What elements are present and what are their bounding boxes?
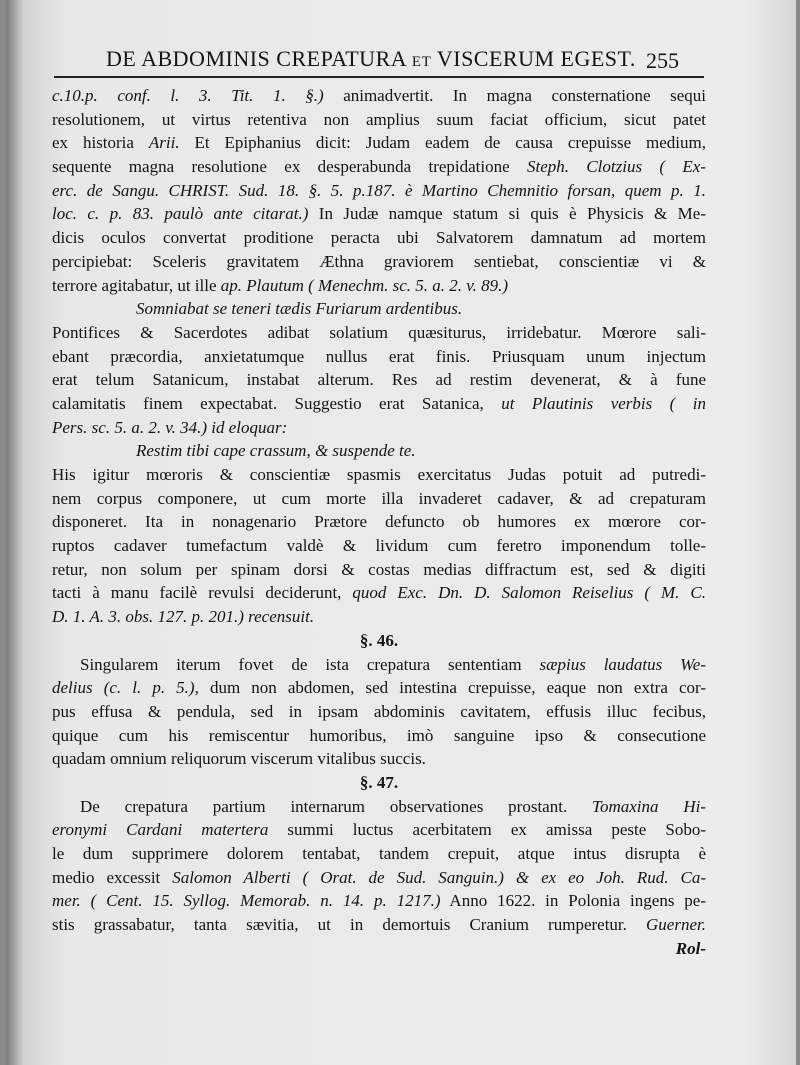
italic-text: eronymi Cardani matertera (52, 820, 269, 840)
text-line (52, 84, 706, 108)
roman-text: pus effusa & pendula, sed in ipsam abdominis cavitatem, effusis illuc fecibus, (52, 701, 706, 721)
italic-text: Steph. Clotzius ( Ex- (527, 157, 706, 177)
italic-text: delius (c. l. p. 5.), (52, 678, 199, 698)
italic-text: D. 1. A. 3. obs. 127. p. 201.) recensuit. (52, 607, 315, 627)
roman-text: stis grassabatur, tanta sævitia, ut in demortuis Cranium rumperetur. (52, 915, 647, 935)
italic-text: ut Plautinis verbis ( in (501, 393, 706, 413)
text-line (52, 297, 706, 321)
roman-text: le dum supprimere dolorem tentabat, tandem crepuit, atque intus disrupta è (52, 844, 706, 863)
text-line (52, 747, 706, 771)
roman-text: erat telum Satanicum, instabat alterum. Res ad restim devenerat, & à fune (52, 370, 706, 390)
italic-text: loc. c. p. 83. paulò ante citarat.) (52, 204, 309, 224)
text-line (52, 534, 706, 558)
text-line (52, 345, 706, 369)
text-line (52, 581, 706, 605)
roman-text: §. 46. (359, 630, 399, 650)
text-line (52, 653, 706, 677)
roman-text: sequente magna resolutione ex desperabunda trepidatione (52, 157, 527, 177)
text-line (52, 463, 706, 487)
roman-text: quadam omnium reliquorum viscerum vitalibus succis. (52, 749, 426, 769)
text-line (52, 202, 706, 226)
roman-text: Singularem iterum fovet de ista crepatura sententiam (80, 654, 540, 674)
text-line (52, 558, 706, 582)
text-line (52, 795, 706, 819)
text-line (52, 605, 706, 629)
italic-text: Tomaxina Hi- (592, 796, 706, 816)
text-line (52, 724, 706, 748)
catchword: Rol- (675, 938, 706, 958)
text-line (52, 676, 706, 700)
header-rule (54, 76, 704, 78)
roman-text: His igitur mœroris & conscientiæ spasmis exercitatus Judas potuit ad putredi- (52, 465, 706, 484)
italic-text: Somniabat se teneri tædis Furiarum ardentibus. (136, 299, 463, 319)
section-number (52, 771, 706, 795)
text-line (52, 108, 706, 132)
roman-text: dicis oculos convertat proditione peracta ubi Salvatorem damnatum ad mortem (52, 228, 706, 248)
roman-text: terrore agitabatur, ut ille (52, 275, 221, 295)
text-line (52, 179, 706, 203)
italic-text: Salomon Alberti ( Orat. de Sud. Sanguin.) & ex eo Joh. Rud. Ca- (172, 867, 707, 887)
running-head-title-a: DE ABDOMINIS CREPATURA (106, 46, 406, 71)
text-line (52, 913, 706, 937)
roman-text: animadvertit. In magna consternatione sequi (323, 86, 706, 105)
roman-text: percipiebat: Sceleris gravitatem Æthna graviorem sentiebat, conscientiæ vi & (52, 251, 706, 271)
roman-text: ex historia (52, 133, 149, 153)
roman-text: ruptos cadaver tumefactum valdè & lividum cum feretro imponendum tolle- (52, 536, 706, 556)
italic-text: sæpius laudatus We- (539, 654, 706, 674)
italic-text: Arii. (148, 133, 180, 153)
page-number: 255 (646, 48, 679, 73)
roman-text: resolutionem, ut virtus retentiva non amplius suum faciat officium, sicut patet (52, 109, 706, 129)
text-line (52, 889, 706, 913)
italic-text: Pers. sc. 5. a. 2. v. 34.) id eloquar: (52, 417, 288, 437)
italic-text: Guerner. (646, 915, 706, 935)
text-line (52, 439, 706, 463)
text-line (52, 250, 706, 274)
text-line (52, 510, 706, 534)
text-line (52, 131, 706, 155)
roman-text: §. 47. (359, 772, 399, 792)
italic-text: quod Exc. Dn. D. Salomon Reiselius ( M. C. (352, 583, 706, 603)
text-line (52, 368, 706, 392)
roman-text: medio excessit (52, 867, 173, 887)
roman-text: calamitatis finem expectabat. Suggestio erat Satanica, (52, 393, 502, 413)
text-line (52, 866, 706, 890)
italic-text: erc. de Sangu. CHRIST. Sud. 18. §. 5. p.187. è Martino Chemnitio forsan, quem p. 1. (52, 180, 706, 200)
running-head-et: ET (411, 54, 432, 70)
book-page (6, 0, 796, 1065)
text-line (52, 392, 706, 416)
text-line (52, 155, 706, 179)
roman-text: De crepatura partium internarum observationes prostant. (80, 796, 593, 816)
text-line (52, 416, 706, 440)
italic-text: ap. Plautum ( Menechm. sc. 5. a. 2. v. 89.) (220, 275, 508, 295)
text-line (52, 842, 706, 866)
section-number (52, 629, 706, 653)
roman-text: dum non abdomen, sed intestina crepuisse, eaque non extra cor- (198, 678, 706, 698)
running-head (106, 46, 706, 72)
roman-text: Anno 1622. in Polonia ingens pe- (440, 891, 706, 911)
italic-text: mer. ( Cent. 15. Syllog. Memorab. n. 14. p. 1217.) (52, 891, 441, 911)
roman-text: retur, non solum per spinam dorsi & costas medias diffractum est, sed & digiti (52, 559, 706, 579)
roman-text: nem corpus componere, ut cum morte illa invaderet cadaver, & ad crepaturam (52, 488, 706, 508)
roman-text: disponeret. Ita in nonagenario Prætore defuncto ob humores ex mœrore cor- (52, 512, 706, 532)
roman-text: ebant præcordia, anxietatumque nullus erat finis. Priusquam unum injectum (52, 346, 706, 366)
text-line (52, 226, 706, 250)
text-line (52, 321, 706, 345)
roman-text: tacti à manu facilè revulsi deciderunt, (52, 583, 353, 603)
roman-text: quique cum his remiscentur humoribus, imò sanguine ipso & consecutione (52, 725, 706, 745)
body-text (52, 84, 706, 960)
italic-text: Restim tibi cape crassum, & suspende te. (136, 441, 416, 461)
text-line (52, 700, 706, 724)
roman-text: Et Epiphanius dicit: Judam eadem de causa crepuisse medium, (179, 133, 707, 153)
text-line (52, 274, 706, 298)
roman-text: Pontifices & Sacerdotes adibat solatium quæsiturus, irridebatur. Mœrore sali- (52, 322, 706, 342)
running-head-title-b: VISCERUM EGEST. (436, 46, 636, 71)
text-line (52, 818, 706, 842)
roman-text: In Judæ namque statum si quis è Physicis & Me- (308, 204, 706, 224)
italic-text: c.10.p. conf. l. 3. Tit. 1. §.) (52, 86, 324, 105)
text-line (52, 487, 706, 511)
roman-text: summi luctus acerbitatem ex amissa peste Sobo- (268, 820, 706, 840)
